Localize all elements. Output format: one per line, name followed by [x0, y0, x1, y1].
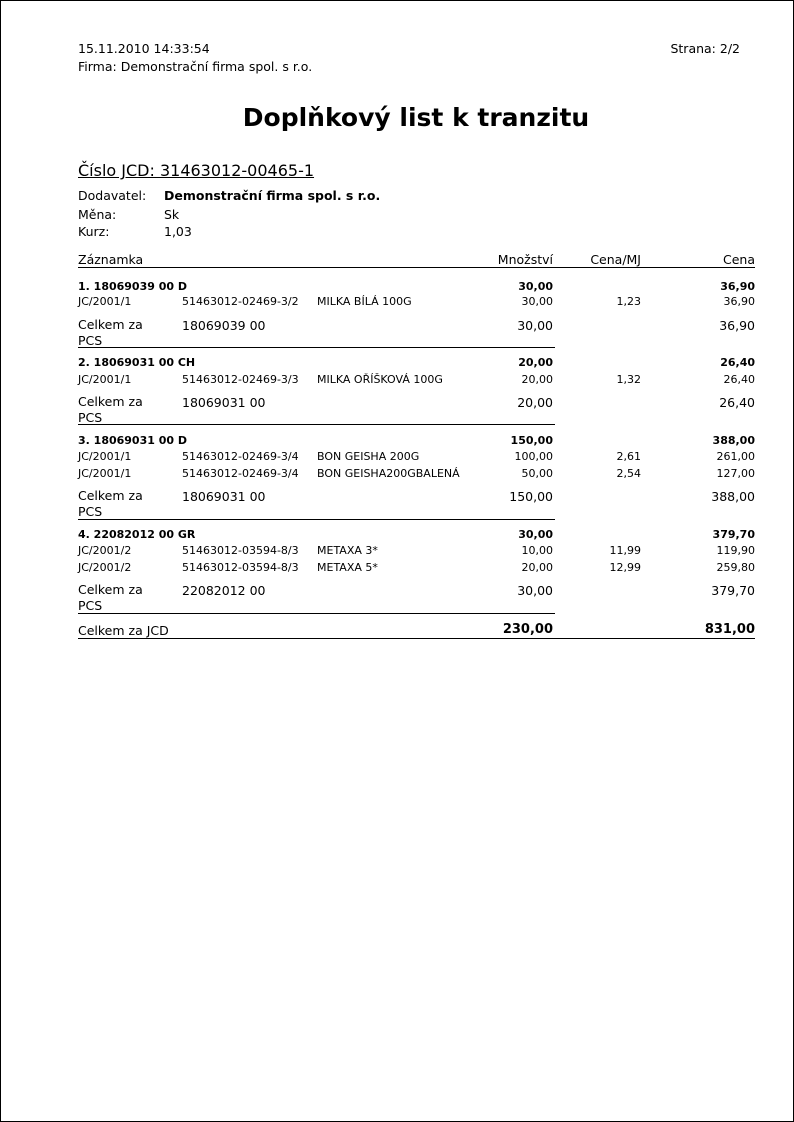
row-desc: BON GEISHA 200G — [317, 450, 420, 463]
subtotal-label: Celkem za PCS — [78, 582, 143, 613]
row-qty: 20,00 — [521, 561, 553, 574]
group-price: 388,00 — [712, 434, 755, 447]
jcd-number: Číslo JCD: 31463012-00465-1 — [78, 161, 315, 180]
row-price: 127,00 — [716, 467, 755, 480]
currency-label: Měna: — [78, 207, 117, 222]
group-heading: 4. 22082012 00 GR — [78, 528, 196, 541]
row-ref: JC/2001/1 — [78, 450, 132, 463]
supplier-label: Dodavatel: — [78, 188, 147, 203]
subtotal-qty: 150,00 — [509, 489, 553, 504]
row-price: 261,00 — [716, 450, 755, 463]
currency-value: Sk — [164, 207, 180, 222]
row-ref: JC/2001/1 — [78, 467, 132, 480]
subtotal-price: 26,40 — [719, 395, 755, 410]
header-rule — [78, 267, 755, 268]
row-unit-price: 11,99 — [609, 544, 641, 557]
row-unit-price: 2,54 — [616, 467, 641, 480]
group-qty: 20,00 — [518, 356, 553, 369]
row-desc: METAXA 5* — [317, 561, 378, 574]
grand-total-price: 831,00 — [704, 622, 755, 637]
group-price: 379,70 — [712, 528, 755, 541]
rate-value: 1,03 — [164, 224, 192, 239]
subtotal-code: 22082012 00 — [182, 583, 266, 598]
subtotal-label: Celkem za PCS — [78, 317, 143, 348]
row-ref: JC/2001/2 — [78, 544, 132, 557]
row-desc: MILKA BÍLÁ 100G — [317, 295, 412, 308]
subtotal-rule — [78, 613, 555, 614]
group-qty: 150,00 — [510, 434, 553, 447]
subtotal-code: 18069031 00 — [182, 489, 266, 504]
grand-total-label: Celkem za JCD — [78, 623, 169, 638]
row-desc: BON GEISHA200GBALENÁ — [317, 467, 460, 480]
group-heading: 1. 18069039 00 D — [78, 280, 187, 293]
row-unit-price: 1,32 — [616, 373, 641, 386]
column-header-price: Cena — [722, 252, 755, 267]
row-desc: METAXA 3* — [317, 544, 378, 557]
row-price: 259,80 — [716, 561, 755, 574]
row-price: 26,40 — [723, 373, 755, 386]
print-datetime: 15.11.2010 14:33:54 — [78, 41, 210, 56]
rate-label: Kurz: — [78, 224, 110, 239]
row-ref: JC/2001/1 — [78, 373, 132, 386]
row-price: 119,90 — [716, 544, 755, 557]
subtotal-code: 18069031 00 — [182, 395, 266, 410]
row-qty: 20,00 — [521, 373, 553, 386]
row-code: 51463012-02469-3/3 — [182, 373, 299, 386]
row-unit-price: 2,61 — [616, 450, 641, 463]
subtotal-qty: 30,00 — [517, 583, 553, 598]
column-header-unit-price: Cena/MJ — [590, 252, 641, 267]
group-heading: 3. 18069031 00 D — [78, 434, 187, 447]
firm-name: Firma: Demonstrační firma spol. s r.o. — [78, 59, 313, 74]
column-header-note: Záznamka — [78, 252, 144, 267]
subtotal-rule — [78, 347, 555, 348]
row-qty: 10,00 — [521, 544, 553, 557]
grand-total-qty: 230,00 — [502, 622, 553, 637]
row-qty: 30,00 — [521, 295, 553, 308]
column-header-qty: Množství — [497, 252, 553, 267]
row-price: 36,90 — [723, 295, 755, 308]
subtotal-rule — [78, 519, 555, 520]
row-ref: JC/2001/2 — [78, 561, 132, 574]
group-qty: 30,00 — [518, 280, 553, 293]
group-qty: 30,00 — [518, 528, 553, 541]
row-code: 51463012-02469-3/4 — [182, 467, 299, 480]
subtotal-qty: 30,00 — [517, 318, 553, 333]
subtotal-price: 36,90 — [719, 318, 755, 333]
row-unit-price: 1,23 — [616, 295, 641, 308]
row-code: 51463012-02469-3/2 — [182, 295, 299, 308]
row-code: 51463012-03594-8/3 — [182, 561, 299, 574]
group-price: 26,40 — [720, 356, 755, 369]
grand-total-rule — [78, 638, 755, 639]
supplier-value: Demonstrační firma spol. s r.o. — [164, 188, 381, 203]
subtotal-code: 18069039 00 — [182, 318, 266, 333]
row-qty: 100,00 — [514, 450, 553, 463]
row-unit-price: 12,99 — [609, 561, 641, 574]
row-qty: 50,00 — [521, 467, 553, 480]
group-price: 36,90 — [720, 280, 755, 293]
row-ref: JC/2001/1 — [78, 295, 132, 308]
subtotal-price: 379,70 — [711, 583, 755, 598]
subtotal-qty: 20,00 — [517, 395, 553, 410]
row-code: 51463012-02469-3/4 — [182, 450, 299, 463]
page-title: Doplňkový list k tranzitu — [242, 103, 590, 132]
subtotal-label: Celkem za PCS — [78, 394, 143, 425]
subtotal-price: 388,00 — [711, 489, 755, 504]
subtotal-label: Celkem za PCS — [78, 488, 143, 519]
group-heading: 2. 18069031 00 CH — [78, 356, 196, 369]
row-desc: MILKA OŘÍŠKOVÁ 100G — [317, 373, 443, 386]
page-number: Strana: 2/2 — [670, 41, 740, 56]
subtotal-rule — [78, 424, 555, 425]
row-code: 51463012-03594-8/3 — [182, 544, 299, 557]
